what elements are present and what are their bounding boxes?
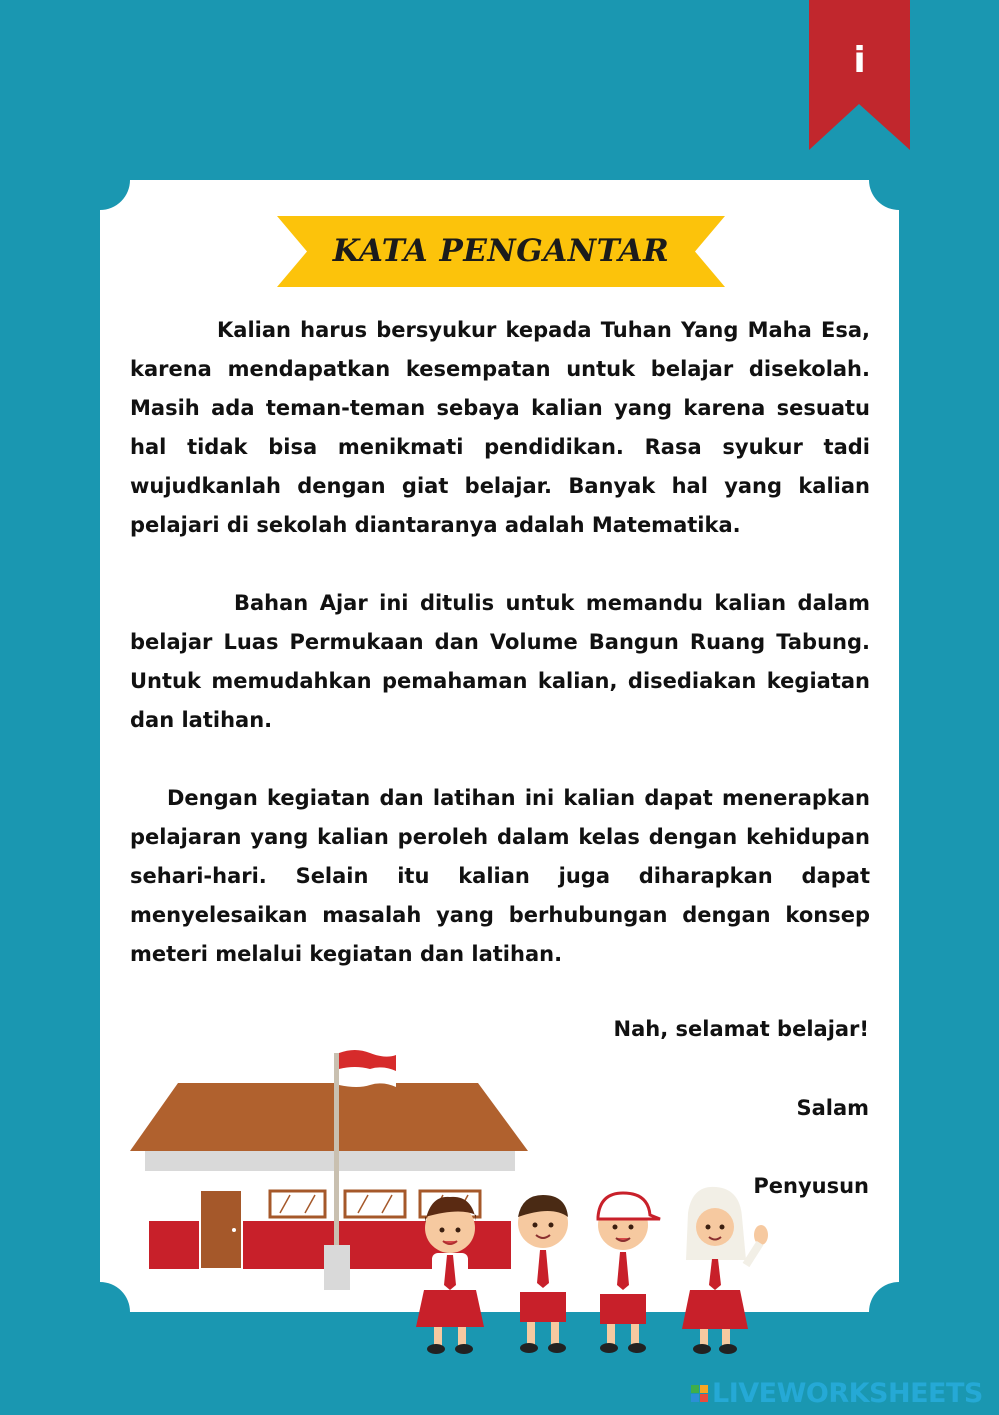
school-students-illustration [120, 1045, 780, 1375]
student-boy-1-icon [518, 1195, 568, 1353]
student-girl-1-icon [416, 1197, 484, 1354]
student-boy-2-icon [598, 1193, 660, 1353]
liveworksheets-logo-icon [691, 1385, 708, 1402]
page-bookmark [809, 0, 910, 150]
watermark-text: LIVEWORKSHEETS [712, 1377, 983, 1409]
page-number: i [853, 40, 866, 81]
closing-greeting: Nah, selamat belajar! [613, 1017, 869, 1041]
students-group-icon [416, 1187, 768, 1354]
intro-paragraph: Kalian harus bersyukur kepada Tuhan Yang Maha Esa, karena mendapatkan kesempatan untuk belajar disekolah. Masih ada teman-teman sebaya kalian yang karena sesuatu hal tidak bisa menikmati pendidikan. Rasa syukur tadi wujudkanlah dengan giat belajar. Banyak hal yang kalian pelajari di sekolah diantaranya adalah Matematika. [130, 318, 870, 537]
title-banner [277, 216, 725, 287]
student-girl-2-icon [682, 1187, 768, 1354]
page-title: KATA PENGANTAR [332, 233, 670, 269]
watermark [691, 1376, 983, 1410]
purpose-paragraph: Bahan Ajar ini ditulis untuk memandu kalian dalam belajar Luas Permukaan dan Volume Bangun Ruang Tabung. Untuk memudahkan pemahaman kalian, disediakan kegiatan dan latihan. [130, 591, 870, 732]
benefit-paragraph: Dengan kegiatan dan latihan ini kalian dapat menerapkan pelajaran yang kalian peroleh dalam kelas dengan kehidupan sehari-hari. Selain itu kalian juga diharapkan dapat menyelesaikan masalah yang berhubungan dengan konsep meteri melalui kegiatan dan latihan. [130, 786, 870, 966]
closing-author: Penyusun [753, 1174, 869, 1198]
closing-salutation: Salam [796, 1096, 869, 1120]
